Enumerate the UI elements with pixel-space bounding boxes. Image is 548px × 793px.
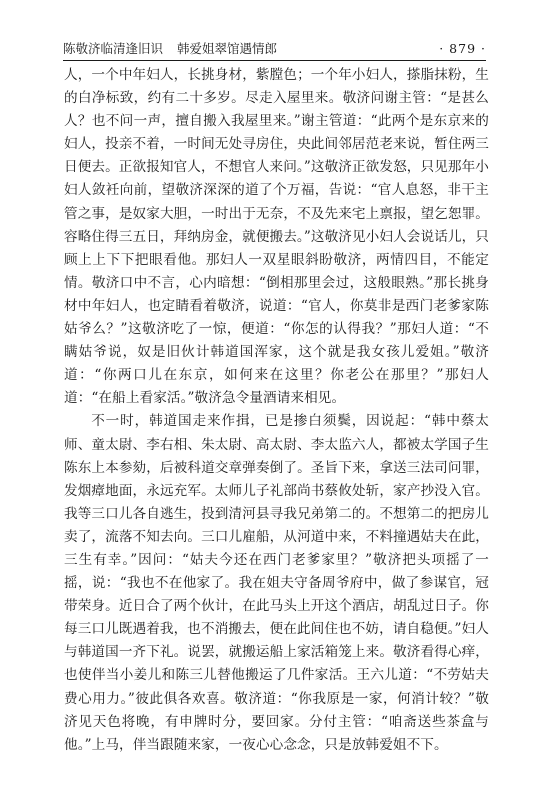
chapter-title-right: 韩爱姐翠馆遇情郎 [177, 41, 278, 56]
paragraph: 人，一个中年妇人，长挑身材，紫膛色；一个年小妇人，搽脂抹粉，生的白净标致，约有二十多岁。尽走入屋里来。敬济问谢主管：“是甚么人？也不问一声，擅自搬入我屋里来。”谢主管道：“此两个是东京来的妇人，投亲不着，一时间无处寻房住，央此间邻居范老来说，暂住两三日便去。正欲报知官人，不想官人来问。”这敬济正欲发怒，只见那年小妇人敛衽向前，望敬济深深的道了个万福，告说：“官人息怒，非干主管之事，是奴家大胆，一时出于无奈，不及先来宅上禀报，望乞恕罪。容略住得三五日，拜纳房金，就便搬去。”这敬济见小妇人会说话儿，只顾上上下下把眼看他。那妇人一双星眼斜盼敬济，两情四目，不能定情。敬济口中不言，心内暗想：“倒相那里会过，这般眼熟。”那长挑身材中年妇人，也定睛看着敬济，说道：“官人，你莫非是西门老爹家陈姑爷么？”这敬济吃了一惊，便道：“你怎的认得我？”那妇人道：“不瞒姑爷说，奴是旧伙计韩道国浑家，这个就是我女孩儿爱姐。”敬济道：“你两口儿在东京，如何来在这里？你老公在那里？”那妇人道：“在船上看家活。”敬济急令量酒请来相见。 [64, 67, 489, 407]
chapter-title [63, 40, 277, 58]
page-number: · 879 · [439, 41, 486, 56]
chapter-title-left: 陈敬济临清逢旧识 [63, 41, 164, 56]
running-header [63, 36, 486, 61]
body-text [64, 64, 489, 757]
paragraph: 不一时，韩道国走来作揖，已是掺白须鬓，因说起：“韩中蔡太师、童太尉、李右相、朱太尉、高太尉、李太监六人，都被太学国子生陈东上本参劾，后被科道交章弹奏倒了。圣旨下来，拿送三法司问罪，发烟瘴地面，永远充军。太师儿子礼部尚书蔡攸处斩，家产抄没入官。我等三口儿各自逃生，投到清河县寻我兄弟第二的。不想第二的把房儿卖了，流落不知去向。三口儿雇船，从河道中来，不料撞遇姑夫在此，三生有幸。”因问：“姑夫今还在西门老爹家里？”敬济把头项摇了一摇，说：“我也不在他家了。我在姐夫守备周爷府中，做了参谋官，冠带荣身。近日合了两个伙计，在此马头上开这个酒店，胡乱过日子。你每三口儿既遇着我，也不消搬去，便在此间住也不妨，请自稳便。”妇人与韩道国一齐下礼。说罢，就搬运船上家活箱笼上来。敬济看得心痒，也使伴当小姜儿和陈三儿替他搬运了几件家活。王六儿道：“不劳姑夫费心用力。”彼此俱各欢喜。敬济道：“你我原是一家，何消计较？”敬济见天色将晚，有申牌时分，要回家。分付主管：“咱斋送些茶盒与他。”上马，伴当跟随来家，一夜心心念念，只是放韩爱姐不下。 [64, 413, 489, 753]
